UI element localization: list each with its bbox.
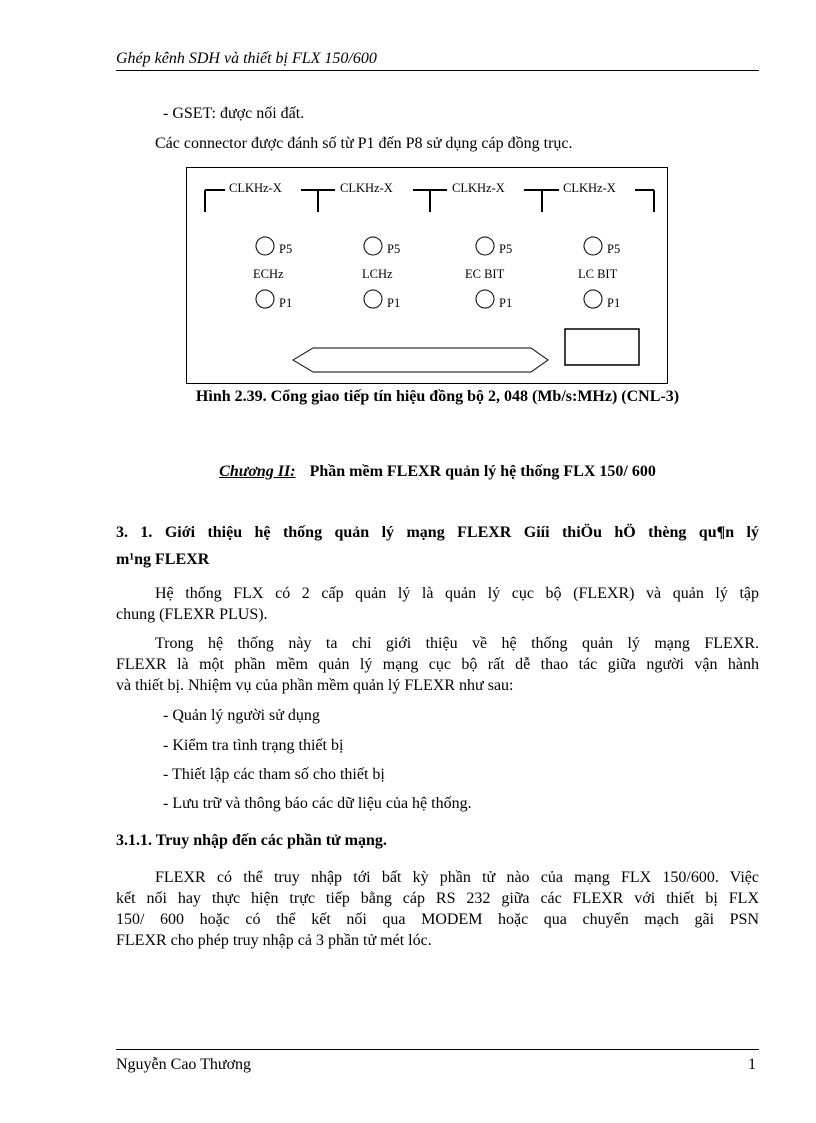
para2-line1: Trong hệ thống này ta chỉ giới thiệu về hệ thống quản lý mạng FLEXR. — [155, 635, 759, 652]
clk-label-1: CLKHz-X — [229, 181, 282, 195]
port-p5-label-3: P5 — [499, 242, 513, 256]
bullet-item: - Kiểm tra tình trạng thiết bị — [163, 737, 344, 754]
section-3-1-1-line4: FLEXR cho phép truy nhập cả 3 phần tử mét lóc. — [116, 932, 432, 949]
header-rule — [116, 70, 759, 71]
port-p5-label-2: P5 — [387, 242, 401, 256]
bullet-item: - Thiết lập các tham số cho thiết bị — [163, 766, 385, 783]
chapter-label: Chương II: — [219, 463, 296, 480]
group-label-ec-bit: EC BIT — [465, 267, 505, 281]
port-p1-label-1: P1 — [279, 296, 293, 310]
gset-line: - GSET: được nối đất. — [163, 105, 305, 122]
para2-line2: FLEXR là một phần mềm quản lý mạng cục bộ rất dễ thao tác giữa người vận hành — [116, 656, 759, 673]
section-3-1-1-heading: 3.1.1. Truy nhập đến các phần tử mạng. — [116, 832, 387, 849]
group-label-echz: ECHz — [253, 267, 284, 281]
port-p1-label-3: P1 — [499, 296, 513, 310]
bullet-item: - Quản lý người sử dụng — [163, 707, 320, 724]
section-3-1-1-line1: FLEXR có thể truy nhập tới bất kỳ phần tử nào của mạng FLX 150/600. Việc — [155, 869, 759, 886]
section-3-1-heading-line1: 3. 1. Giới thiệu hệ thống quản lý mạng FLEXR Giíi thiÖu hÖ thèng qu¶n lý — [116, 524, 759, 541]
para1-line2: chung (FLEXR PLUS). — [116, 606, 268, 623]
section-3-1-heading-line2: m¹ng FLEXR — [116, 551, 210, 568]
section-3-1-1-line3: 150/ 600 hoặc có thể kết nối qua MODEM hoặc qua chuyển mạch gãi PSN — [116, 911, 759, 928]
running-header: Ghép kênh SDH và thiết bị FLX 150/600 — [116, 50, 377, 67]
bullet-item: - Lưu trữ và thông báo các dữ liệu của hệ thống. — [163, 795, 472, 812]
clk-label-4: CLKHz-X — [563, 181, 616, 195]
port-p1-label-2: P1 — [387, 296, 401, 310]
figure-caption: Hình 2.39. Cổng giao tiếp tín hiệu đồng bộ 2, 048 (Mb/s:MHz) (CNL-3) — [195, 388, 680, 405]
page-number: 1 — [748, 1056, 756, 1073]
clk-label-2: CLKHz-X — [340, 181, 393, 195]
para1-line1: Hệ thống FLX có 2 cấp quản lý là quản lý cục bộ (FLEXR) và quản lý tập — [155, 585, 759, 602]
para2-line3: và thiết bị. Nhiệm vụ của phần mềm quản lý FLEXR như sau: — [116, 677, 514, 694]
connector-panel-diagram — [186, 167, 668, 384]
footer-author: Nguyễn Cao Thương — [116, 1056, 252, 1073]
port-p5-label-1: P5 — [279, 242, 293, 256]
group-label-lchz: LCHz — [362, 267, 393, 281]
section-3-1-1-line2: kết nối hay thực hiện trực tiếp bằng cáp RS 232 giữa các FLEXR với thiết bị FLX — [116, 890, 759, 907]
port-p5-label-4: P5 — [607, 242, 621, 256]
port-p1-label-4: P1 — [607, 296, 621, 310]
footer-rule — [116, 1049, 759, 1050]
connector-line: Các connector được đánh số từ P1 đến P8 sử dụng cáp đồng trục. — [155, 135, 573, 152]
chapter-heading — [116, 463, 759, 481]
group-label-lc-bit: LC BIT — [578, 267, 618, 281]
chapter-title: Phần mềm FLEXR quản lý hệ thống FLX 150/ 600 — [309, 463, 656, 480]
clk-label-3: CLKHz-X — [452, 181, 505, 195]
